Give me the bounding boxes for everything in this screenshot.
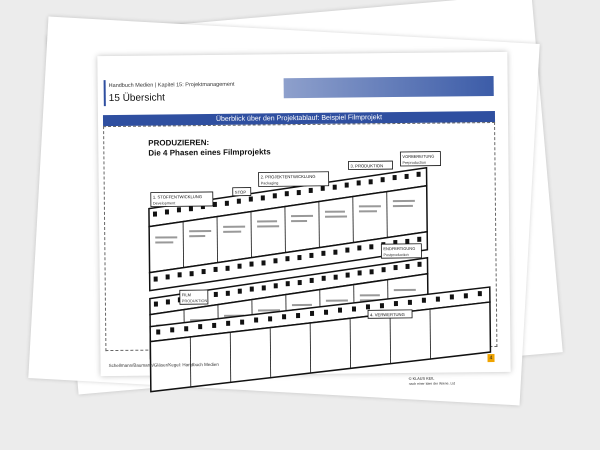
phase-4-label: 4. VERWERTUNG xyxy=(370,311,405,318)
phase-2-sublabel: Packaging xyxy=(260,181,279,186)
phase-2-label: 2. PROJEKTENTWICKLUNG xyxy=(260,173,316,180)
breadcrumb: Handbuch Medien | Kapitel 15: Projektmanagement xyxy=(108,81,235,90)
figure-subheading: Die 4 Phasen eines Filmprojekts xyxy=(148,147,271,158)
postproduction-label: ENDFERTIGUNG xyxy=(383,245,416,252)
slide-footer: Schellmann/Baumann/Gläser/Kegel: Handbuch Medien xyxy=(108,361,219,369)
page-number-badge: 4 xyxy=(487,354,494,362)
postproduction-sublabel: Postproduction xyxy=(383,252,409,258)
page-title: 15 Übersicht xyxy=(108,92,165,105)
figure-heading: PRODUZIEREN: xyxy=(148,137,210,148)
header-accent-bar xyxy=(104,80,106,106)
presentation-slide xyxy=(97,52,510,386)
header-gradient-banner xyxy=(284,76,494,98)
preproduction-label: VORBEREITUNG xyxy=(402,153,435,159)
film-production-label: FILM xyxy=(181,292,191,298)
slide-ribbon-title: Überblick über den Projektablauf: Beispiel Filmprojekt xyxy=(103,111,495,126)
credit-line-1: © KLAUS KEIL xyxy=(408,376,435,381)
phase-3-label: 3. PRODUKTION xyxy=(350,163,384,169)
credit-line-2: nach einer Idee der Wiene. Ltd xyxy=(408,381,456,386)
preproduction-sublabel: Preproduction xyxy=(402,160,427,165)
film-production-sublabel: PRODUKTION xyxy=(181,299,208,304)
stop-label: STOP xyxy=(234,189,247,195)
phase-1-sublabel: Development xyxy=(152,201,176,206)
phase-1-label: 1. STOFFENTWICKLUNG xyxy=(152,194,203,200)
